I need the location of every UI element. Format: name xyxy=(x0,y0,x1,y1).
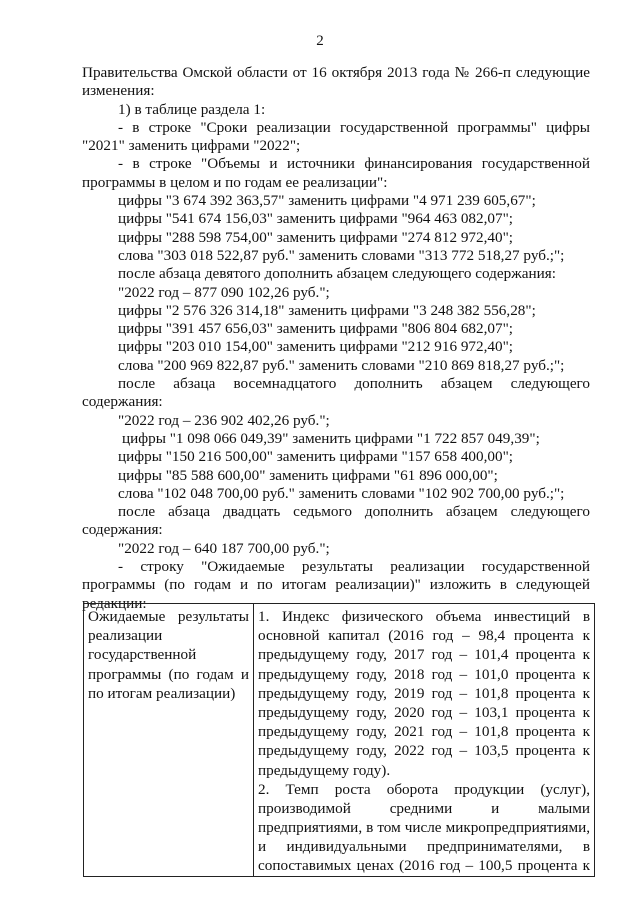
text-line: редакции: xyxy=(82,594,147,612)
text-line: цифры "391 457 656,03" заменить цифрами "806 804 682,07"; xyxy=(118,320,514,338)
text-line: - строку "Ожидаемые результаты реализации государственной xyxy=(118,558,590,576)
text-line: цифры "1 098 066 049,39" заменить цифрами "1 722 857 049,39"; xyxy=(122,429,540,447)
text-line: программы (по годам и по итогам реализации)" изложить в следующей xyxy=(82,576,590,594)
row-header-line: Ожидаемые результаты xyxy=(88,608,249,625)
text-line: Правительства Омской области от 16 октября 2013 года № 266-п следующие xyxy=(82,64,590,81)
text-line: "2022 год – 877 090 102,26 руб."; xyxy=(118,283,330,301)
row-value-line: предыдущему году, 2019 год – 101,8 процента к xyxy=(258,684,590,702)
row-value-line: предыдущему году, 2022 год – 103,5 процента к xyxy=(258,742,590,760)
text-line: содержания: xyxy=(82,393,163,411)
text-line: программы в целом и по годам ее реализации": xyxy=(82,173,388,191)
text-line: "2022 год – 236 902 402,26 руб."; xyxy=(118,411,330,429)
text-line: слова "200 969 822,87 руб." заменить словами "210 869 818,27 руб.;"; xyxy=(118,356,565,374)
text-line: цифры "288 598 754,00" заменить цифрами "274 812 972,40"; xyxy=(118,228,514,246)
text-line: цифры "150 216 500,00" заменить цифрами "157 658 400,00"; xyxy=(118,448,514,466)
text-line: цифры "3 674 392 363,57" заменить цифрами "4 971 239 605,67"; xyxy=(118,192,536,210)
text-line: содержания: xyxy=(82,521,163,539)
row-value-line: сопоставимых ценах (2016 год – 100,5 процента к xyxy=(258,857,590,875)
row-header-cell xyxy=(84,604,254,877)
text-line: цифры "203 010 154,00" заменить цифрами "212 916 972,40"; xyxy=(118,338,514,356)
row-value-line: предыдущему году, 2017 год – 101,4 процента к xyxy=(258,646,590,664)
text-line: - в строке "Сроки реализации государственной программы" цифры xyxy=(118,118,590,136)
row-value-line: и индивидуальными предпринимателями, в xyxy=(258,838,590,856)
text-line: после абзаца двадцать седьмого дополнить абзацем следующего xyxy=(118,503,590,521)
text-line: "2021" заменить цифрами "2022"; xyxy=(82,137,301,155)
row-value-line: 2. Темп роста оборота продукции (услуг), xyxy=(258,780,590,798)
text-line: цифры "541 674 156,03" заменить цифрами "964 463 082,07"; xyxy=(118,210,514,228)
row-value-line: предприятиями, в том числе микропредприятиями, xyxy=(258,819,590,837)
text-line: после абзаца девятого дополнить абзацем следующего содержания: xyxy=(118,265,556,283)
text-line: цифры "85 588 600,00" заменить цифрами "61 896 000,00"; xyxy=(118,466,498,484)
row-value-line: предыдущему году). xyxy=(258,761,391,779)
row-value-line: 1. Индекс физического объема инвестиций в xyxy=(258,608,590,625)
row-value-line: предыдущему году, 2021 год – 101,8 процента к xyxy=(258,723,590,741)
row-header-line: реализации xyxy=(88,627,163,645)
text-line: - в строке "Объемы и источники финансирования государственной xyxy=(118,155,590,173)
row-value-cell xyxy=(254,604,595,877)
row-value-line: предыдущему году, 2020 год – 103,1 процента к xyxy=(258,703,590,721)
program-parameters-table xyxy=(83,603,595,877)
text-line: после абзаца восемнадцатого дополнить абзацем следующего xyxy=(118,375,590,393)
text-line: "2022 год – 640 187 700,00 руб."; xyxy=(118,539,330,557)
page-number: 2 xyxy=(316,33,324,49)
row-value-line: производимой средними и малыми xyxy=(258,799,590,817)
row-header-line: по итогам реализации) xyxy=(88,684,236,702)
table-row xyxy=(84,604,595,877)
row-value-line: основной капитал (2016 год – 98,4 процента к xyxy=(258,627,590,645)
text-line: изменения: xyxy=(82,82,155,100)
text-line: 1) в таблице раздела 1: xyxy=(118,100,266,118)
row-value-line: предыдущему году, 2018 год – 101,0 процента к xyxy=(258,665,590,683)
row-header-line: программы (по годам и xyxy=(88,665,249,683)
text-line: цифры "2 576 326 314,18" заменить цифрами "3 248 382 556,28"; xyxy=(118,301,536,319)
amendment-text xyxy=(82,64,590,613)
text-line: слова "303 018 522,87 руб." заменить словами "313 772 518,27 руб.;"; xyxy=(118,246,565,264)
text-line: слова "102 048 700,00 руб." заменить словами "102 902 700,00 руб.;"; xyxy=(118,484,565,502)
row-header-line: государственной xyxy=(88,646,197,664)
